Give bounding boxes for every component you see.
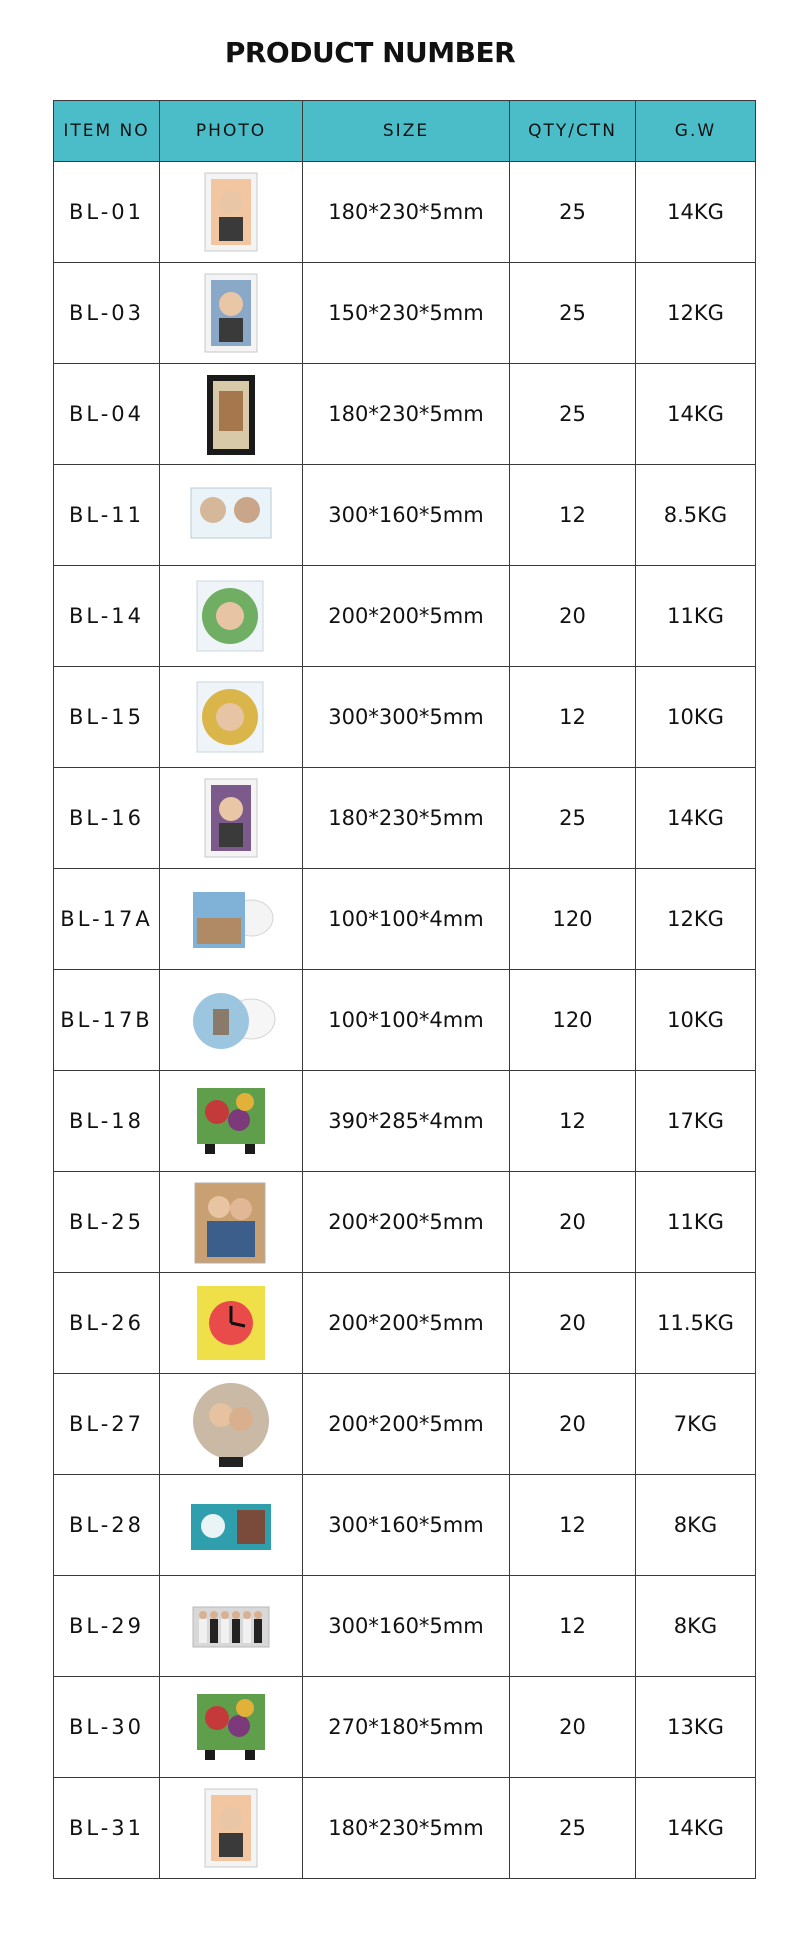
qty-cell: 20 [510,1374,636,1475]
item-no-cell: BL-15 [54,667,160,768]
photo-cell [160,1576,303,1677]
photo-cell [160,162,303,263]
gw-cell: 14KG [636,768,756,869]
gw-cell: 11.5KG [636,1273,756,1374]
size-cell: 100*100*4mm [303,869,510,970]
size-cell: 150*230*5mm [303,263,510,364]
landscape-clock-frame-icon [183,1480,279,1570]
fruit-photo-panel-icon [183,1076,279,1166]
gw-cell: 10KG [636,970,756,1071]
gw-cell: 14KG [636,162,756,263]
portrait-frame-icon [183,167,279,257]
item-no-cell: BL-25 [54,1172,160,1273]
qty-cell: 25 [510,364,636,465]
portrait-frame-icon [183,773,279,863]
photo-cell [160,566,303,667]
item-no-cell: BL-03 [54,263,160,364]
item-no-cell: BL-11 [54,465,160,566]
photo-cell [160,1778,303,1879]
qty-cell: 25 [510,162,636,263]
qty-cell: 120 [510,869,636,970]
item-no-cell: BL-04 [54,364,160,465]
couple-photo-frame-icon [183,1177,279,1267]
qty-cell: 12 [510,667,636,768]
item-no-cell: BL-14 [54,566,160,667]
size-cell: 180*230*5mm [303,1778,510,1879]
qty-cell: 25 [510,768,636,869]
gw-cell: 12KG [636,263,756,364]
qty-cell: 25 [510,263,636,364]
gw-cell: 14KG [636,364,756,465]
item-no-cell: BL-29 [54,1576,160,1677]
portrait-frame-icon [183,268,279,358]
item-no-cell: BL-26 [54,1273,160,1374]
gw-cell: 7KG [636,1374,756,1475]
table-row [54,667,756,768]
table-row [54,1172,756,1273]
gw-cell: 8KG [636,1475,756,1576]
item-no-cell: BL-17B [54,970,160,1071]
size-cell: 200*200*5mm [303,1172,510,1273]
table-row [54,263,756,364]
item-no-cell: BL-18 [54,1071,160,1172]
round-photo-square-frame-icon [183,672,279,762]
table-row [54,1576,756,1677]
qty-cell: 20 [510,566,636,667]
item-no-cell: BL-31 [54,1778,160,1879]
item-no-cell: BL-01 [54,162,160,263]
header-gw: G.W [636,101,756,162]
qty-cell: 20 [510,1273,636,1374]
size-cell: 270*180*5mm [303,1677,510,1778]
gw-cell: 14KG [636,1778,756,1879]
size-cell: 180*230*5mm [303,768,510,869]
table-row [54,1778,756,1879]
photo-cell [160,667,303,768]
table-row [54,869,756,970]
fruit-photo-panel-icon [183,1682,279,1772]
gw-cell: 11KG [636,566,756,667]
gw-cell: 12KG [636,869,756,970]
photo-cell [160,1273,303,1374]
table-row [54,1374,756,1475]
gw-cell: 10KG [636,667,756,768]
round-coaster-with-mug-icon [183,975,279,1065]
photo-cell [160,1677,303,1778]
qty-cell: 12 [510,1475,636,1576]
photo-cell [160,970,303,1071]
item-no-cell: BL-30 [54,1677,160,1778]
size-cell: 200*200*5mm [303,566,510,667]
item-no-cell: BL-28 [54,1475,160,1576]
page-title: PRODUCT NUMBER [224,36,516,69]
round-photo-square-frame-icon [183,571,279,661]
table-row [54,364,756,465]
photo-cell [160,364,303,465]
photo-cell [160,1071,303,1172]
size-cell: 390*285*4mm [303,1071,510,1172]
black-border-frame-icon [183,369,279,459]
qty-cell: 20 [510,1677,636,1778]
table-row [54,566,756,667]
header-row [54,101,756,162]
group-photo-frame-icon [183,1581,279,1671]
size-cell: 100*100*4mm [303,970,510,1071]
qty-cell: 12 [510,1071,636,1172]
header-size: SIZE [303,101,510,162]
photo-cell [160,768,303,869]
gw-cell: 17KG [636,1071,756,1172]
photo-cell [160,465,303,566]
qty-cell: 12 [510,1576,636,1677]
photo-cell [160,1374,303,1475]
size-cell: 300*160*5mm [303,1475,510,1576]
header-item-no: ITEM NO [54,101,160,162]
product-table [53,100,756,1879]
photo-cell [160,869,303,970]
photo-cell [160,1172,303,1273]
size-cell: 200*200*5mm [303,1273,510,1374]
table-row [54,162,756,263]
size-cell: 180*230*5mm [303,364,510,465]
coaster-with-mug-icon [183,874,279,964]
qty-cell: 20 [510,1172,636,1273]
clock-photo-frame-icon [183,1278,279,1368]
qty-cell: 12 [510,465,636,566]
gw-cell: 11KG [636,1172,756,1273]
qty-cell: 25 [510,1778,636,1879]
table-row [54,1273,756,1374]
photo-cell [160,1475,303,1576]
size-cell: 300*300*5mm [303,667,510,768]
table-row [54,970,756,1071]
item-no-cell: BL-17A [54,869,160,970]
item-no-cell: BL-27 [54,1374,160,1475]
size-cell: 300*160*5mm [303,465,510,566]
size-cell: 300*160*5mm [303,1576,510,1677]
item-no-cell: BL-16 [54,768,160,869]
table-row [54,768,756,869]
round-photo-plaque-icon [183,1379,279,1469]
table-row [54,465,756,566]
gw-cell: 8.5KG [636,465,756,566]
size-cell: 200*200*5mm [303,1374,510,1475]
size-cell: 180*230*5mm [303,162,510,263]
portrait-frame-icon [183,1783,279,1873]
header-photo: PHOTO [160,101,303,162]
photo-cell [160,263,303,364]
table-row [54,1677,756,1778]
gw-cell: 8KG [636,1576,756,1677]
double-photo-frame-icon [183,470,279,560]
table-row [54,1475,756,1576]
header-qty: QTY/CTN [510,101,636,162]
qty-cell: 120 [510,970,636,1071]
gw-cell: 13KG [636,1677,756,1778]
table-row [54,1071,756,1172]
